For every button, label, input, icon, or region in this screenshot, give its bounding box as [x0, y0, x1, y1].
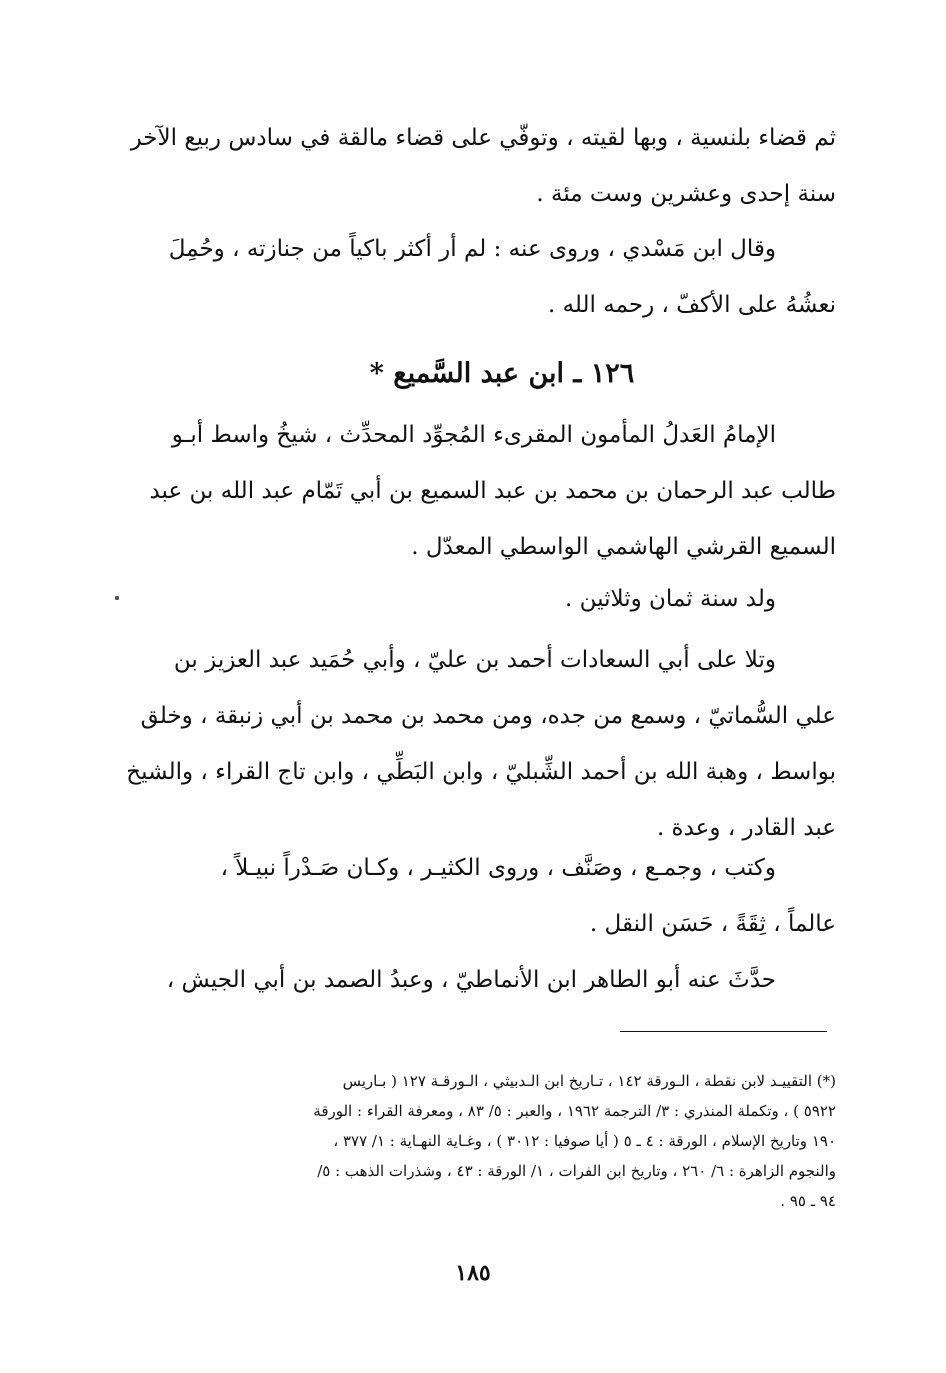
footnote-line: والنجوم الزاهرة : ٦/ ٢٦٠ ، وتاريخ ابن الفرات ، ١/ الورقة : ٤٣ ، وشذرات الذهب : ٥/ [317, 1162, 836, 1180]
bio-paragraph-5 [168, 952, 836, 1008]
text-line: وقال ابن مَسْدي ، وروى عنه : لم أر أكثر باكياً من جنازته ، وحُمِلَ [168, 236, 776, 262]
footnote-line: ٥٩٢٢ ) ، وتكملة المنذري : ٣/ الترجمة ١٩٦٢ ، والعبر : ٥/ ٨٣ ، ومعرفة القراء : الورقة [313, 1102, 836, 1120]
page-number: ١٨٥ [455, 1260, 491, 1286]
bio-paragraph-4 [168, 840, 836, 952]
text-line: عالماً ، ثِقَةً ، حَسَن النقل . [589, 911, 836, 937]
text-line: نعشُهُ على الأكفّ ، رحمه الله . [547, 292, 836, 318]
text-line: سنة إحدى وعشرين وست مئة . [536, 181, 836, 207]
text-line: بواسط ، وهبة الله بن أحمد الشِّبليّ ، وابن البَطِّي ، وابن تاج القراء ، والشيخ [126, 759, 836, 785]
footnote-line: ١٩٠ وتاريخ الإسلام ، الورقة : ٤ ـ ٥ ( أيا صوفيا : ٣٠١٢ ) ، وغـاية النهـاية : ١/ ٣٧٧ ، [333, 1132, 836, 1150]
bio-paragraph-3 [126, 632, 836, 856]
text-line: وتلا على أبي السعادات أحمد بن عليّ ، وأبي حُمَيد عبد العزيز بن [173, 647, 776, 673]
text-line: الإمامُ العَدلُ المأمون المقرىء المُجوِّد المحدِّث ، شيخُ واسط أبـو [171, 422, 776, 448]
footnote-line: ٩٤ ـ ٩٥ . [780, 1192, 836, 1210]
continuation-paragraph-2 [168, 221, 836, 333]
text-line: السميع القرشي الهاشمي الواسطي المعدّل . [411, 534, 836, 560]
continuation-paragraph-1 [130, 110, 836, 222]
text-line: عبد القادر ، وعدة . [656, 815, 836, 841]
text-line: ولد سنة ثمان وثلاثين . [565, 586, 776, 612]
text-line: وكتب ، وجمـع ، وصَنَّف ، وروى الكثيـر ، وكـان صَـدْراً نبيـلاً ، [220, 855, 776, 881]
margin-mark [115, 596, 119, 600]
text-line: طالب عبد الرحمان بن محمد بن عبد السميع بن أبي تَمّام عبد الله بن عبد [149, 478, 836, 504]
entry-heading: ١٢٦ ـ ابن عبد السَّميع * [369, 358, 635, 389]
text-line: ثم قضاء بلنسية ، وبها لقيته ، وتوفّي على قضاء مالقة في سادس ربيع الآخر [130, 125, 836, 151]
bio-paragraph-1 [149, 407, 836, 575]
bio-paragraph-2 [168, 571, 836, 627]
text-line: حدَّثَ عنه أبو الطاهر ابن الأنماطيّ ، وعبدُ الصمد بن أبي الجيش ، [166, 967, 776, 993]
footnote-separator [620, 1031, 827, 1032]
footnote-line: (*) التقييـد لابن نقطة ، الـورقة ١٤٢ ، تـاريخ ابن الـدبيثي ، الـورقـة ١٢٧ ( بـاريس [342, 1072, 836, 1090]
text-line: علي السُّماتيّ ، وسمع من جده، ومن محمد بن محمد بن أبي زنبقة ، وخلق [140, 703, 836, 729]
footnotes [168, 1066, 836, 1216]
